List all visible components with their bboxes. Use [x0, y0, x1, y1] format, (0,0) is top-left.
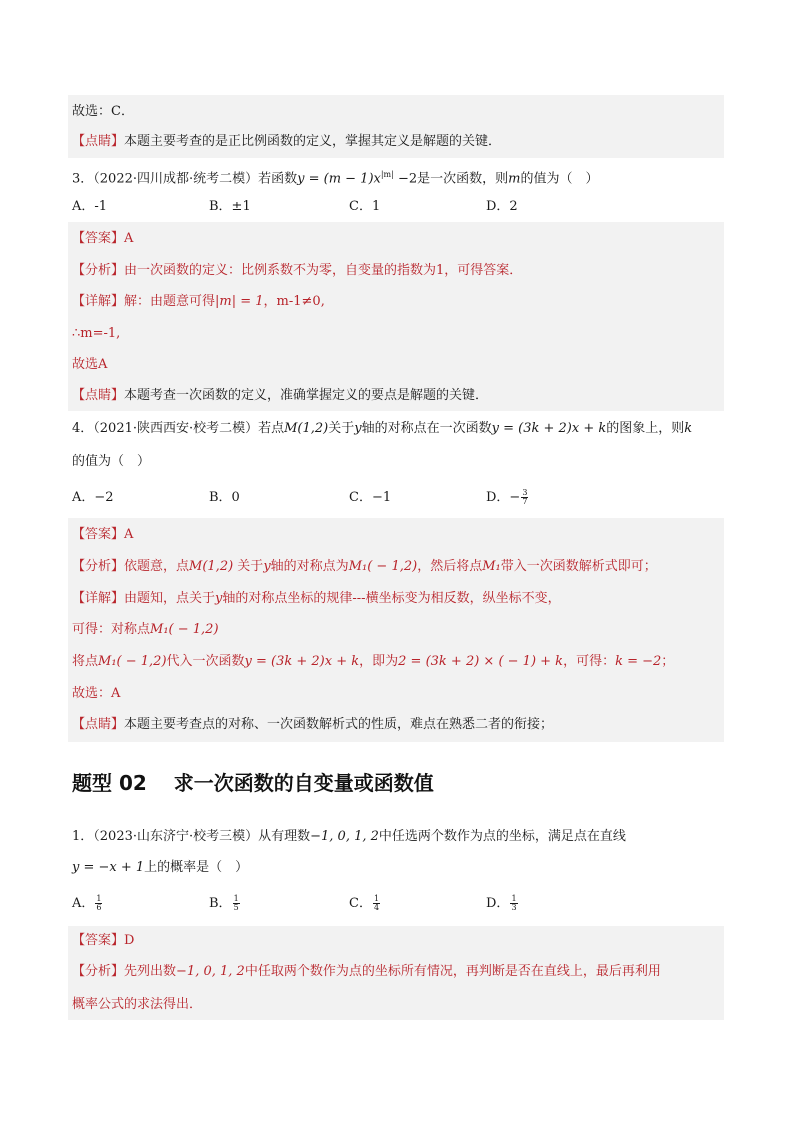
question-3: 3．（2022·四川成都·统考二模）若函数$y = (m - 1)x^{|m|} -2$是一次函数，则m的值为（ ） [72, 170, 599, 187]
choice-line: 故选：C． [72, 104, 134, 119]
option-b: B．0 [209, 490, 240, 505]
option-b: B．±1 [209, 199, 251, 214]
option-c: C． $\frac{1}{4}$ [349, 894, 380, 912]
detail-line: 【详解】解：由题意可得|m| = 1，m-1≠0, [72, 294, 325, 309]
comment-line: 【点睛】本题考查一次函数的定义，准确掌握定义的要点是解题的关键． [72, 388, 489, 403]
analysis-line: 【分析】依题意，点M(1,2) 关于y轴的对称点为M₁( − 1,2)，然后将点M₁带入一次函数解析式即可； [72, 559, 657, 574]
answer-line: 【答案】A [72, 527, 134, 542]
analysis-line: 【分析】由一次函数的定义：比例系数不为零，自变量的指数为1，可得答案． [72, 263, 523, 278]
comment-line: 【点睛】本题主要考查的是正比例函数的定义，掌握其定义是解题的关键． [72, 134, 502, 149]
option-a: A． $\frac{1}{6}$ [72, 894, 102, 912]
answer-line: 【答案】A [72, 231, 134, 246]
option-d: D．− $\frac{3}{7}$ [486, 488, 528, 506]
option-d: D． $\frac{1}{3}$ [486, 894, 517, 912]
section-title: 题型 02 求一次函数的自变量或函数值 [72, 771, 434, 795]
option-c: C．1 [349, 199, 381, 214]
question-4: 4．（2021·陕西西安·校考二模）若点M(1,2)关于y轴的对称点在一次函数y = (3k + 2)x + k的图象上，则k [72, 421, 693, 436]
result-line: 可得：对称点M₁( − 1,2) [72, 622, 219, 637]
section-question-1: 1．（2023·山东济宁·校考三模）从有理数−1, 0, 1, 2中任选两个数作为点的坐标，满足点在直线 [72, 829, 626, 844]
fraction: $\frac{1}{5}$ [233, 894, 239, 912]
answer-line: 【答案】D [72, 933, 135, 948]
detail-line: 【详解】由题知，点关于y轴的对称点坐标的规律---横坐标变为相反数，纵坐标不变， [72, 591, 561, 606]
fraction: $\frac{1}{4}$ [373, 894, 380, 912]
option-d: D．2 [486, 199, 518, 214]
comment-line: 【点睛】本题主要考查点的对称、一次函数解析式的性质，难点在熟悉二者的衔接； [72, 717, 554, 732]
fraction: $\frac{1}{6}$ [96, 894, 102, 912]
analysis-line-2: 概率公式的求法得出． [72, 997, 203, 1012]
option-a: A．-1 [72, 199, 108, 214]
section-question-1-line2: y = −x + 1上的概率是（ ） [72, 860, 249, 875]
choice-line: 故选A [72, 357, 108, 372]
answer-block-background [68, 222, 724, 411]
question-4-line2: 的值为（ ） [72, 454, 151, 469]
option-c: C．−1 [349, 490, 392, 505]
choice-line: 故选：A [72, 686, 121, 701]
fraction: $\frac{3}{7}$ [522, 488, 528, 506]
option-b: B． $\frac{1}{5}$ [209, 894, 239, 912]
analysis-line: 【分析】先列出数−1, 0, 1, 2中任取两个数作为点的坐标所有情况，再判断是否在直线上，最后再利用 [72, 964, 661, 979]
substitution-line: 将点M₁( − 1,2)代入一次函数y = (3k + 2)x + k，即为2 = (3k + 2) × ( − 1) + k，可得：k = −2； [72, 654, 675, 669]
fraction: $\frac{1}{3}$ [511, 894, 517, 912]
option-a: A．−2 [72, 490, 114, 505]
therefore-line: ∴m=-1, [72, 326, 121, 341]
